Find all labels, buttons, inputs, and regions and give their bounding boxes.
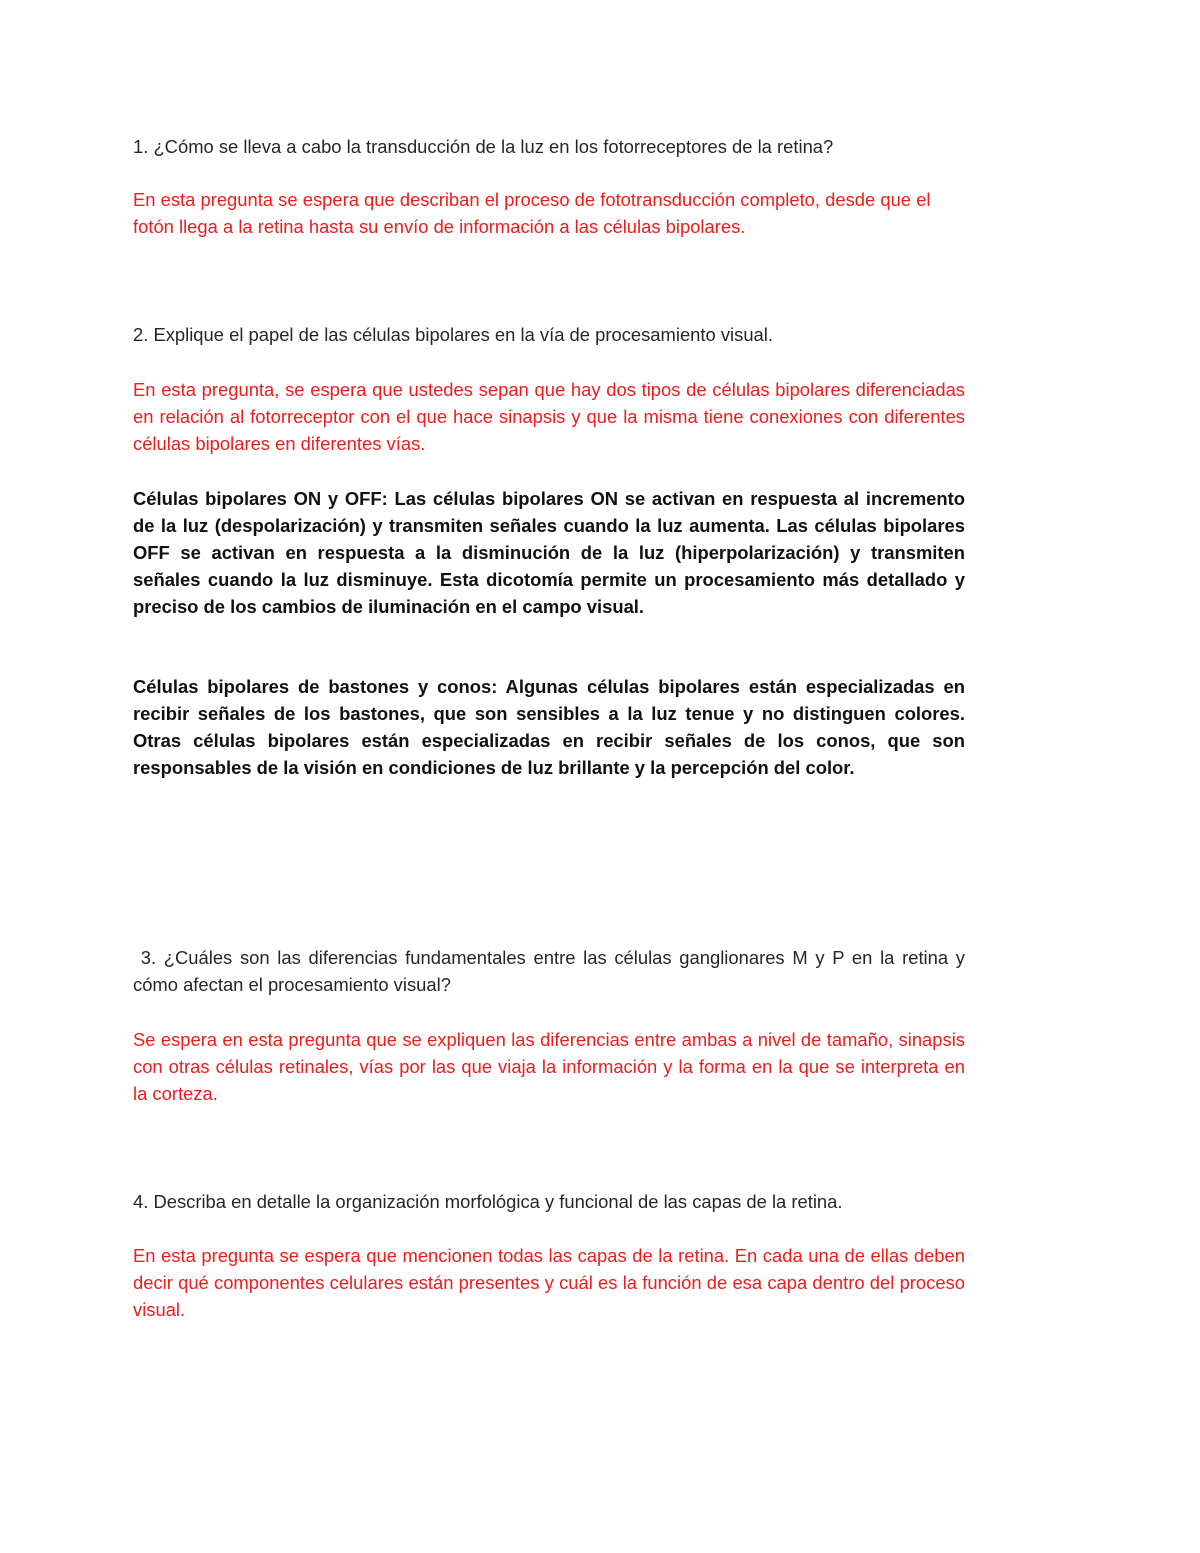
- question-4: 4. Describa en detalle la organización morfológica y funcional de las capas de la retina.: [133, 1191, 843, 1212]
- answer-on-off-bipolar-cells: Células bipolares ON y OFF: Las células bipolares ON se activan en respuesta al incremento de la luz (despolarización) y transmiten señales cuando la luz aumenta. Las células bipolares OFF se activan en respuesta a la disminución de la luz (hiperpolarización) y transmiten señales cuando la luz disminuye. Esta dicotomía permite un procesamiento más detallado y preciso de los cambios de iluminación en el campo visual.: [133, 488, 965, 617]
- question-4-guidance: En esta pregunta se espera que mencionen todas las capas de la retina. En cada una de ellas deben decir qué componentes celulares están presentes y cuál es la función de esa capa dentro del proceso visual.: [133, 1245, 965, 1320]
- answer-rod-cone-bipolar-cells: Células bipolares de bastones y conos: Algunas células bipolares están especializadas en recibir señales de los bastones, que son sensibles a la luz tenue y no distinguen colores. Otras células bipolares están especializadas en recibir señales de los conos, que son responsables de la visión en condiciones de luz brillante y la percepción del color.: [133, 676, 965, 778]
- question-1: 1. ¿Cómo se lleva a cabo la transducción de la luz en los fotorreceptores de la retina?: [133, 136, 834, 157]
- question-2-guidance: En esta pregunta, se espera que ustedes sepan que hay dos tipos de células bipolares diferenciadas en relación al fotorreceptor con el que hace sinapsis y que la misma tiene conexiones con diferentes células bipolares en diferentes vías.: [133, 379, 965, 454]
- question-1-guidance: En esta pregunta se espera que describan el proceso de fototransducción completo, desde que el fotón llega a la retina hasta su envío de información a las células bipolares.: [133, 189, 931, 237]
- question-3-guidance: Se espera en esta pregunta que se expliquen las diferencias entre ambas a nivel de tamaño, sinapsis con otras células retinales, vías por las que viaja la información y la forma en la que se interpreta en la corteza.: [133, 1029, 965, 1104]
- question-2: 2. Explique el papel de las células bipolares en la vía de procesamiento visual.: [133, 324, 773, 345]
- question-3: 3. ¿Cuáles son las diferencias fundamentales entre las células ganglionares M y P en la retina y cómo afectan el procesamiento visual?: [133, 947, 971, 995]
